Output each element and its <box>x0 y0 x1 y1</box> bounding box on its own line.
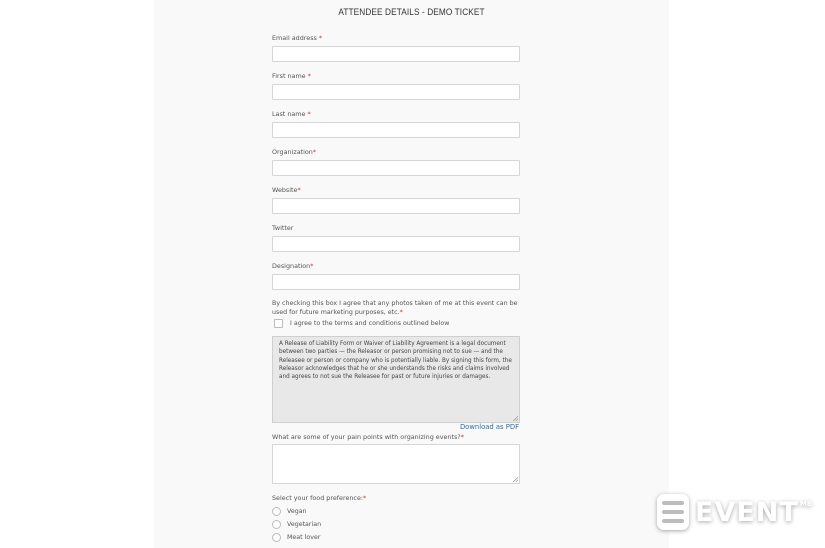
designation-field-group <box>272 262 520 290</box>
first-name-input[interactable] <box>272 84 520 100</box>
designation-label: Designation* <box>272 262 314 270</box>
first-name-field-group <box>272 72 520 100</box>
website-input[interactable] <box>272 198 520 214</box>
eventmb-logo-icon <box>655 492 691 532</box>
consent-text: By checking this box I agree that any photos taken of me at this event can be used for future marketing purposes, etc.* <box>272 300 518 316</box>
eventmb-watermark <box>655 492 812 532</box>
eventmb-logo-text: EVENT <box>695 496 799 528</box>
download-pdf-link[interactable]: Download as PDF <box>459 423 519 431</box>
last-name-label: Last name * <box>272 110 311 118</box>
eventmb-logo-superscript: MB <box>799 500 813 508</box>
twitter-field-group <box>272 224 520 252</box>
radio-option-vegan[interactable] <box>272 505 520 518</box>
website-label: Website* <box>272 186 301 194</box>
radio-label-vegan[interactable]: Vegan <box>287 508 307 515</box>
last-name-field-group <box>272 110 520 138</box>
resize-grip-icon[interactable] <box>513 416 518 421</box>
first-name-label: First name * <box>272 72 311 80</box>
email-field-group <box>272 34 520 62</box>
terms-checkbox-row[interactable] <box>272 319 524 328</box>
radio-vegan[interactable] <box>272 507 281 516</box>
website-field-group <box>272 186 520 214</box>
twitter-label: Twitter <box>272 224 294 232</box>
page-title: ATTENDEE DETAILS - DEMO TICKET <box>338 7 485 17</box>
last-name-input[interactable] <box>272 122 520 138</box>
pain-points-label: What are some of your pain points with organizing events?* <box>272 433 464 441</box>
radio-label-meat-lover[interactable]: Meat lover <box>287 534 321 541</box>
organization-field-group <box>272 148 520 176</box>
radio-label-vegetarian[interactable]: Vegetarian <box>287 521 322 528</box>
radio-vegetarian[interactable] <box>272 520 281 529</box>
pain-points-label-group <box>272 433 520 442</box>
radio-meat-lover[interactable] <box>272 533 281 542</box>
twitter-input[interactable] <box>272 236 520 252</box>
radio-option-meat-lover[interactable] <box>272 531 520 544</box>
organization-label: Organization* <box>272 148 317 156</box>
terms-checkbox[interactable] <box>274 319 283 328</box>
legal-waiver-text: A Release of Liability Form or Waiver of Liability Agreement is a legal document between two parties — the Releasor or person promising not to sue — and the Releasee or person or company who is potentially liable. By signing this form, the Releasor acknowledges that he or she understands the risks and claims involved and agrees to not sue the Releasee for past or future injuries or damages. <box>279 341 512 381</box>
resize-grip-icon[interactable] <box>513 477 518 482</box>
organization-input[interactable] <box>272 160 520 176</box>
legal-waiver-textarea[interactable] <box>272 336 520 423</box>
food-preference-label: Select your food preference:* <box>272 494 367 502</box>
designation-input[interactable] <box>272 274 520 290</box>
terms-checkbox-label[interactable]: I agree to the terms and conditions outlined below <box>290 320 450 327</box>
pain-points-textarea[interactable] <box>272 444 520 484</box>
email-label: Email address * <box>272 34 323 42</box>
consent-group <box>272 300 524 328</box>
food-preference-group <box>272 494 520 544</box>
email-input[interactable] <box>272 46 520 62</box>
radio-option-vegetarian[interactable] <box>272 518 520 531</box>
